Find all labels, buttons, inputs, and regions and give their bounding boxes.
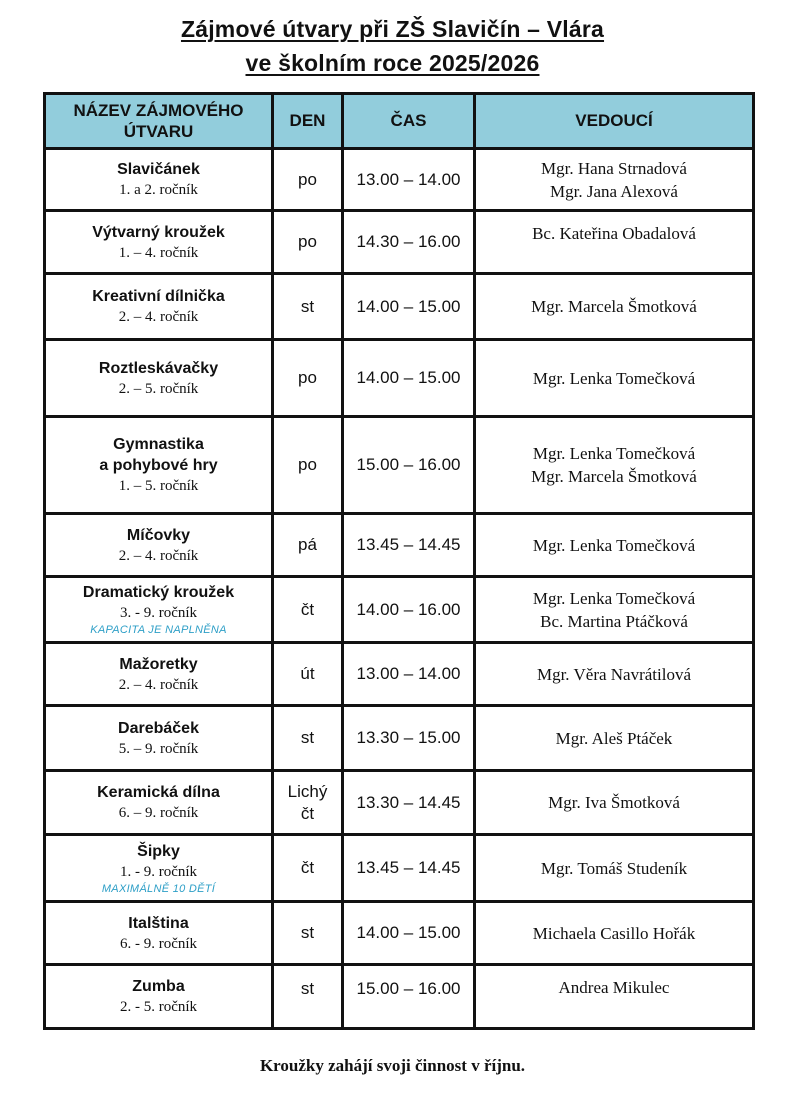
day-cell	[273, 771, 343, 835]
activity-grade: 2. – 4. ročník	[118, 547, 199, 564]
day-cell	[273, 643, 343, 706]
activity-day: po	[298, 232, 317, 251]
activity-cell	[45, 149, 273, 211]
activity-day: út	[300, 664, 315, 683]
activity-time: 14.00 – 15.00	[343, 902, 475, 965]
activity-cell	[45, 211, 273, 274]
activity-leader: Bc. Martina Ptáčková	[540, 611, 688, 631]
activity-grade: 6. - 9. ročník	[119, 935, 198, 952]
activity-leader: Mgr. Iva Šmotková	[548, 793, 680, 812]
activity-grade: 1. a 2. ročník	[119, 182, 198, 198]
day-cell	[273, 340, 343, 417]
activity-day: st	[300, 979, 315, 998]
table-header-row	[45, 94, 754, 149]
activity-cell	[45, 902, 273, 965]
activity-time: 13.45 – 14.45	[343, 514, 475, 577]
activity-day: po	[298, 368, 317, 387]
table-row	[45, 577, 754, 643]
activity-day: pá	[298, 535, 317, 554]
header-time: ČAS	[343, 94, 475, 149]
activity-leader: Andrea Mikulec	[558, 978, 670, 997]
activity-cell	[45, 577, 273, 643]
leader-cell	[475, 211, 754, 274]
leader-cell	[475, 771, 754, 835]
table-row	[45, 149, 754, 211]
leader-cell	[475, 577, 754, 643]
activity-grade: 3. - 9. ročník	[119, 605, 198, 621]
leader-cell	[475, 902, 754, 965]
leader-cell	[475, 514, 754, 577]
activity-time: 13.30 – 15.00	[343, 706, 475, 771]
activity-note: MAXIMÁLNĚ 10 DĚTÍ	[101, 882, 216, 895]
activity-cell	[45, 340, 273, 417]
activity-cell	[45, 965, 273, 1029]
activity-grade: 2. – 5. ročník	[118, 380, 199, 397]
page-title: Zájmové útvary při ZŠ Slavičín – Vlára	[180, 16, 605, 42]
activity-cell	[45, 643, 273, 706]
activity-leader: Mgr. Věra Navrátilová	[536, 664, 692, 684]
footer-note: Kroužky zahájí svoji činnost v říjnu.	[259, 1056, 526, 1075]
activity-name: Roztleskávačky	[98, 359, 219, 377]
day-cell	[273, 902, 343, 965]
activity-day: čt	[300, 599, 315, 619]
activity-name: Míčovky	[126, 526, 191, 544]
header-day: DEN	[273, 94, 343, 149]
table-row	[45, 211, 754, 274]
page-subtitle: ve školním roce 2025/2026	[245, 50, 540, 76]
activity-cell	[45, 835, 273, 902]
leader-cell	[475, 340, 754, 417]
activity-grade: 2. – 4. ročník	[118, 676, 199, 693]
header-name-line1: NÁZEV ZÁJMOVÉHO	[73, 101, 244, 120]
table-row	[45, 514, 754, 577]
day-cell	[273, 149, 343, 211]
activity-day: Lichý	[287, 781, 328, 801]
activity-cell	[45, 274, 273, 340]
leader-cell	[475, 417, 754, 514]
activity-day: st	[300, 923, 315, 942]
leader-cell	[475, 149, 754, 211]
activity-name: Kreativní dílnička	[92, 288, 225, 305]
header-name	[45, 94, 273, 149]
activity-cell	[45, 417, 273, 514]
activity-leader: Mgr. Tomáš Studeník	[540, 858, 688, 878]
activity-name: Keramická dílna	[97, 784, 220, 801]
activity-leader: Mgr. Lenka Tomečková	[532, 535, 696, 555]
activity-day: čt	[300, 803, 315, 823]
activity-grade: 1. – 4. ročník	[118, 244, 199, 261]
day-cell	[273, 417, 343, 514]
table-row	[45, 965, 754, 1029]
activity-leader: Mgr. Lenka Tomečková	[532, 368, 696, 388]
activity-time: 14.00 – 15.00	[343, 340, 475, 417]
activity-grade: 2. – 4. ročník	[118, 309, 199, 325]
activity-cell	[45, 514, 273, 577]
activity-cell	[45, 706, 273, 771]
activity-name: Výtvarný kroužek	[92, 223, 225, 241]
header-name-line2: ÚTVARU	[123, 122, 194, 141]
activity-name: Italština	[128, 914, 189, 932]
activity-leader: Mgr. Marcela Šmotková	[531, 297, 697, 316]
activity-time: 15.00 – 16.00	[343, 417, 475, 514]
activity-time: 15.00 – 16.00	[343, 965, 475, 1029]
activity-time: 13.30 – 14.45	[343, 771, 475, 835]
day-cell	[273, 835, 343, 902]
activity-grade: 1. - 9. ročník	[119, 863, 198, 880]
activity-name: Darebáček	[118, 719, 199, 737]
activity-leader: Mgr. Lenka Tomečková	[532, 588, 696, 608]
activity-day: po	[298, 455, 317, 474]
activity-day: po	[298, 169, 317, 189]
table-row	[45, 643, 754, 706]
table-row	[45, 340, 754, 417]
activity-leader: Michaela Casillo Hořák	[532, 923, 696, 943]
table-row	[45, 835, 754, 902]
table-row	[45, 706, 754, 771]
activity-leader: Mgr. Hana Strnadová	[541, 158, 687, 178]
activity-time: 13.00 – 14.00	[343, 643, 475, 706]
table-row	[45, 417, 754, 514]
activity-leader: Mgr. Aleš Ptáček	[555, 728, 673, 748]
activity-name: a pohybové hry	[99, 457, 218, 474]
day-cell	[273, 706, 343, 771]
activity-name: Gymnastika	[113, 436, 204, 453]
activity-time: 14.00 – 15.00	[343, 274, 475, 340]
activity-grade: 6. – 9. ročník	[118, 805, 199, 821]
activity-grade: 2. - 5. ročník	[119, 999, 198, 1015]
leader-cell	[475, 706, 754, 771]
activity-name: Zumba	[132, 978, 185, 995]
day-cell	[273, 577, 343, 643]
activity-name: Mažoretky	[119, 655, 198, 673]
activity-leader: Bc. Kateřina Obadalová	[532, 224, 696, 243]
day-cell	[273, 274, 343, 340]
activity-time: 13.45 – 14.45	[343, 835, 475, 902]
activity-grade: 1. – 5. ročník	[118, 478, 199, 494]
activity-name: Dramatický kroužek	[82, 584, 235, 601]
leader-cell	[475, 274, 754, 340]
activity-time: 14.30 – 16.00	[343, 211, 475, 274]
day-cell	[273, 211, 343, 274]
day-cell	[273, 965, 343, 1029]
leader-cell	[475, 965, 754, 1029]
table-row	[45, 902, 754, 965]
leader-cell	[475, 643, 754, 706]
table-row	[45, 771, 754, 835]
header-leader: VEDOUCÍ	[475, 94, 754, 149]
activity-day: čt	[300, 858, 315, 877]
activity-grade: 5. – 9. ročník	[118, 740, 199, 757]
leader-cell	[475, 835, 754, 902]
activity-time: 13.00 – 14.00	[343, 149, 475, 211]
table-row	[45, 274, 754, 340]
activity-leader: Mgr. Jana Alexová	[550, 181, 678, 201]
table-body	[45, 149, 754, 1029]
activity-note: KAPACITA JE NAPLNĚNA	[90, 624, 227, 636]
activity-name: Slavičánek	[117, 161, 200, 178]
day-cell	[273, 514, 343, 577]
activity-leader: Mgr. Marcela Šmotková	[531, 467, 697, 486]
activity-time: 14.00 – 16.00	[343, 577, 475, 643]
activity-day: st	[300, 296, 315, 316]
activity-leader: Mgr. Lenka Tomečková	[532, 444, 696, 463]
activity-day: st	[300, 728, 315, 747]
activities-table	[43, 92, 755, 1030]
activity-name: Šipky	[137, 842, 180, 860]
activity-cell	[45, 771, 273, 835]
